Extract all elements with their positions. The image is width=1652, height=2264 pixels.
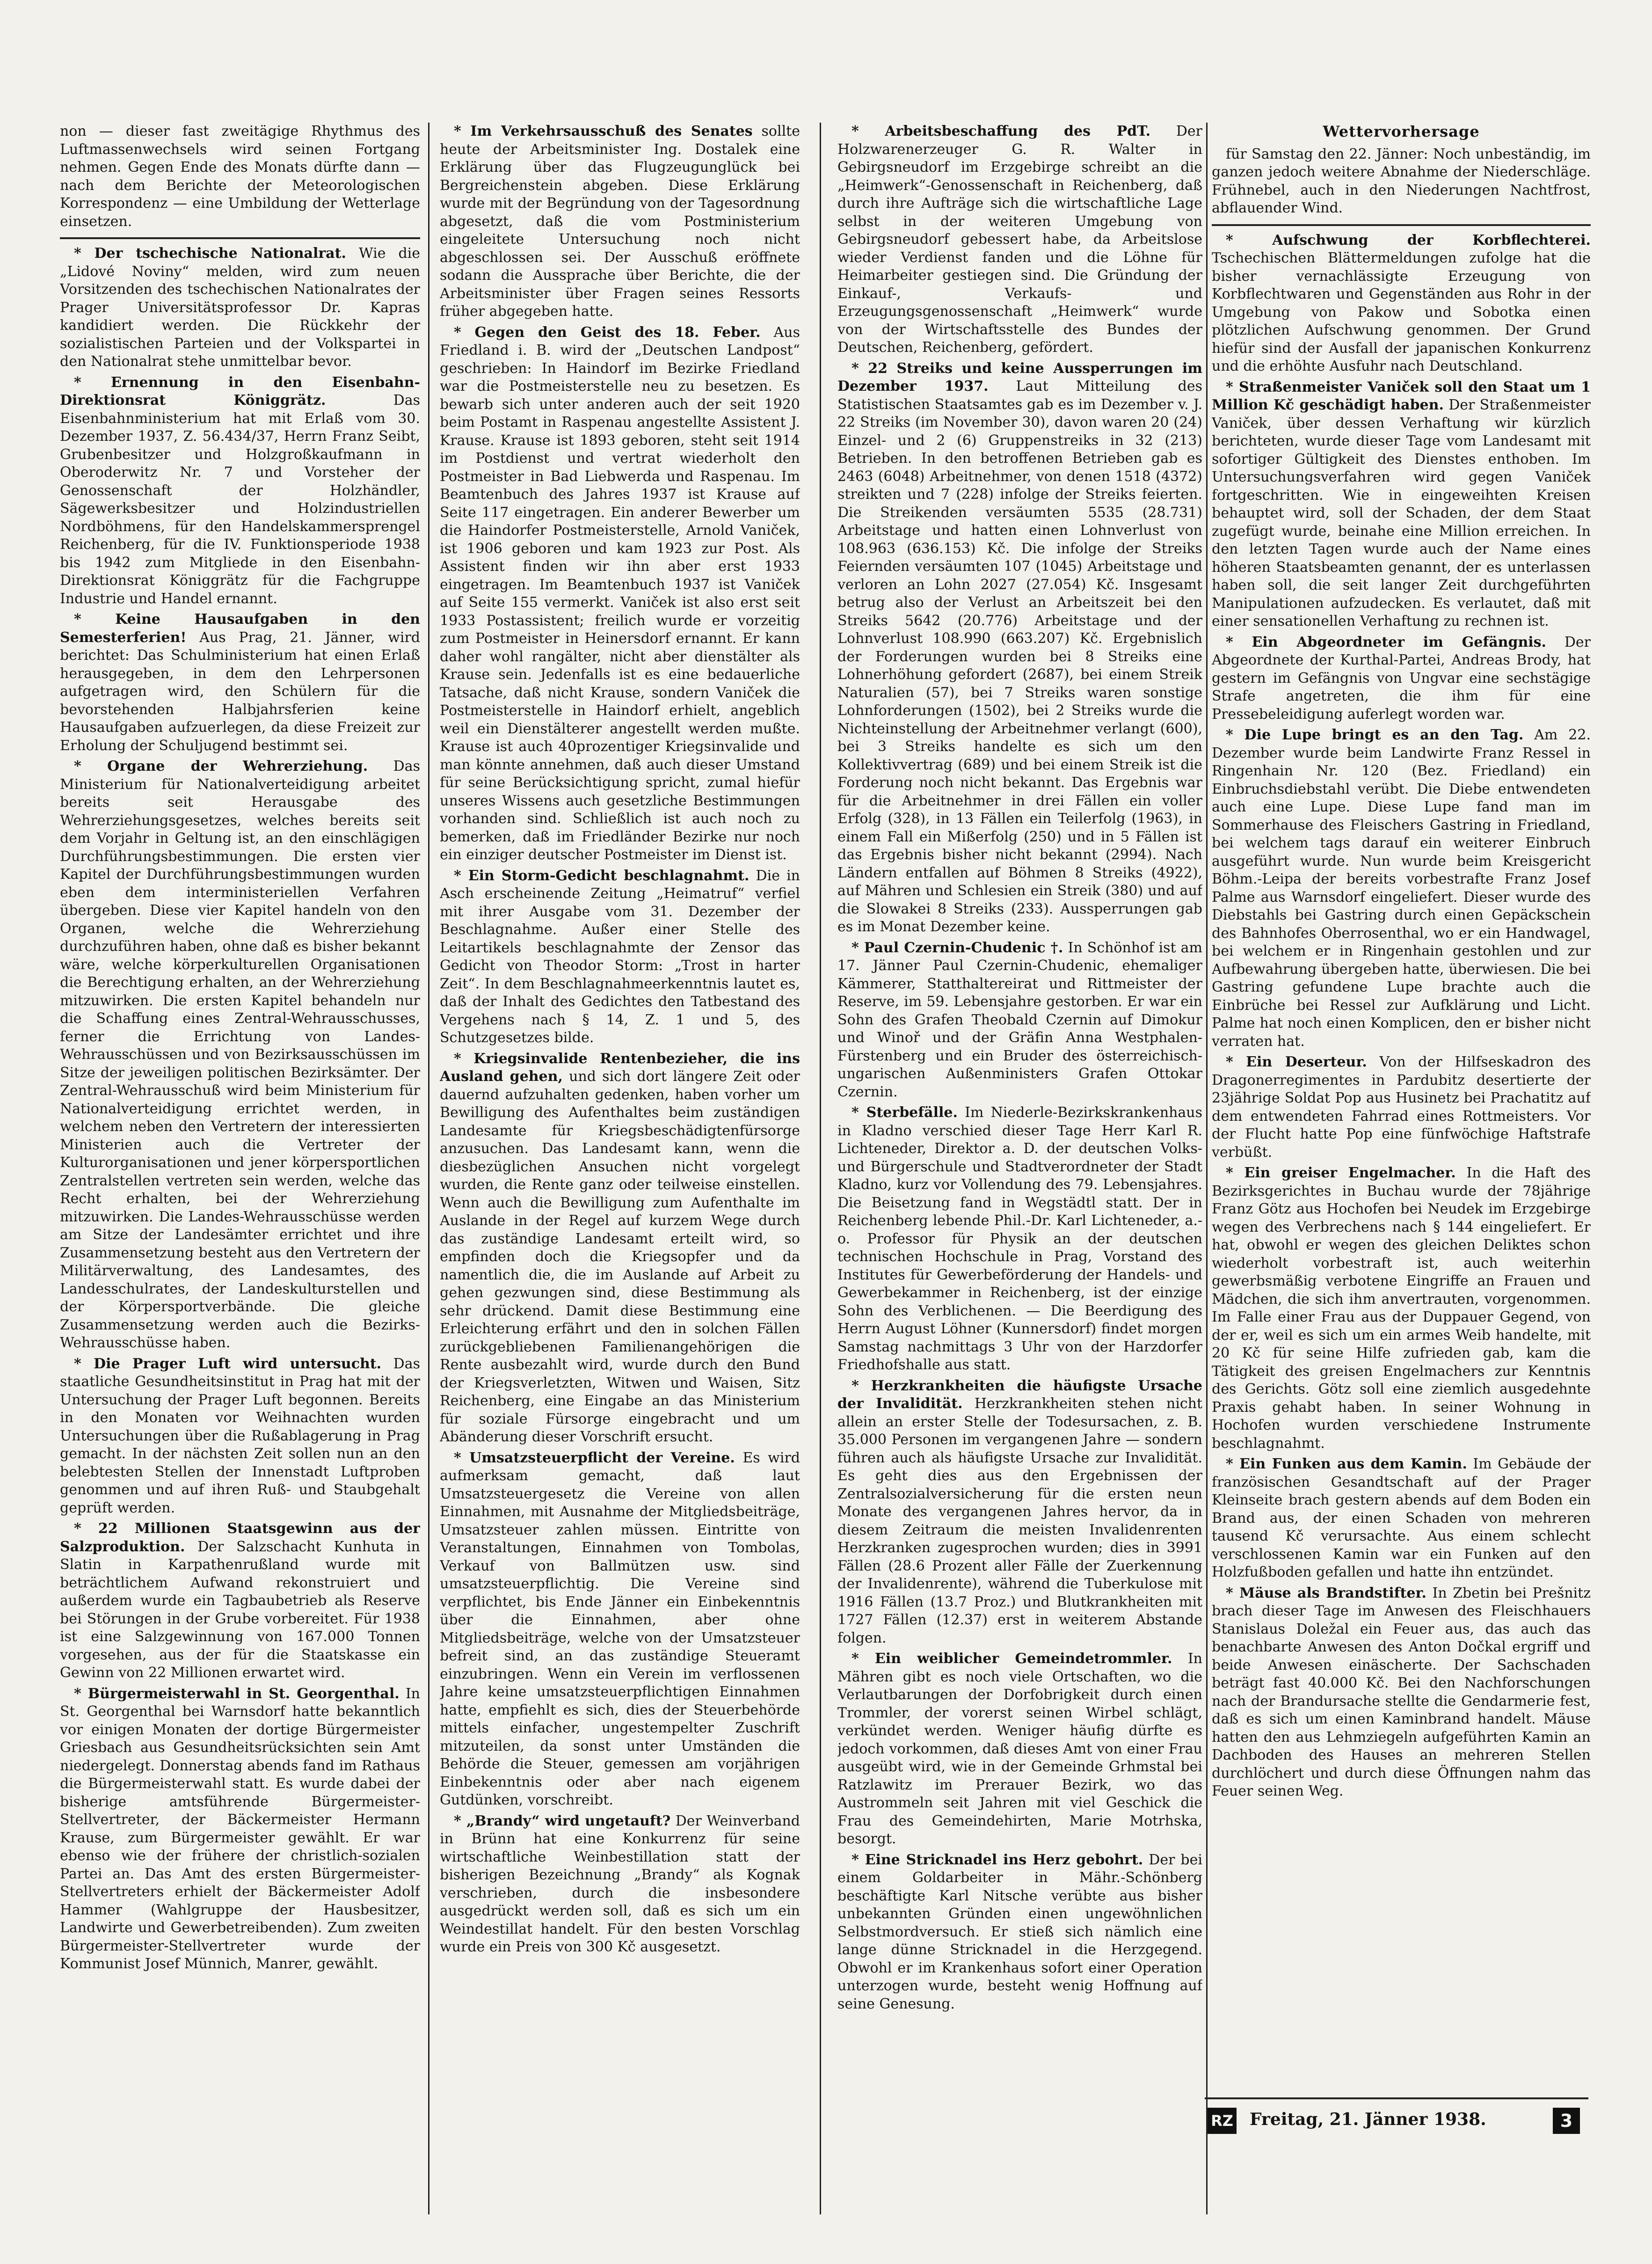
news-headline: * Sterbefälle. bbox=[851, 1104, 958, 1121]
news-headline: * Paul Czernin-Chudenic †. bbox=[851, 939, 1063, 956]
news-headline: * Eine Stricknadel ins Herz gebohrt. bbox=[851, 1851, 1143, 1868]
news-body: Tschechischen Blättermeldungen zufolge hat die bisher vernachlässigte Erzeugung von Korbflechtwaren und Gegenständen aus Rohr in der Umgebung von Pakow und Sobotka einen plötzlichen Aufschwung genommen. Der Grund hiefür sind der Ausfall der japanischen Konkurrenz und die erhöhte Ausfuhr nach Deutschland. bbox=[1212, 250, 1591, 374]
news-body: In Mähren gibt es noch viele Ortschaften, wo die Verlautbarungen der Dorfobrigkeit durch einen Trommler, der vorerst seinen Wirbel schlägt, verkündet werden. Weniger häufig dürfte es jedoch vorkommen, daß dieses Amt von einer Frau ausgeübt wird, wie in der Gemeinde Grhmstal bei Ratzlawitz im Prerauer Bezirk, wo das Austrommeln seit Jahren mit viel Geschick die Frau des Gemeindehirten, Marie Motrhska, besorgt. bbox=[837, 1651, 1202, 1847]
weather-forecast: für Samstag den 22. Jänner: Noch unbeständig, im ganzen jedoch weitere Abnahme der Niederschläge. Frühnebel, auch in den Niederungen Nachtfrost, abflauender Wind. bbox=[1212, 146, 1591, 216]
news-item bbox=[837, 123, 1202, 357]
news-item bbox=[837, 939, 1202, 1102]
news-headline: * Mäuse als Brandstifter. bbox=[1226, 1585, 1426, 1601]
article-list bbox=[837, 123, 1202, 2013]
news-item bbox=[1212, 1164, 1591, 1453]
article-list bbox=[1212, 232, 1591, 1801]
news-headline: * Aufschwung der Korbflechterei. bbox=[1226, 232, 1591, 248]
news-body: Der Weinverband in Brünn hat eine Konkurrenz für seine wirtschaftliche Weinbestillation statt der bisherigen Bezeichnung „Brandy“ als Kognak verschrieben, durch die insbesondere ausgedrückt werden soll, daß es sich um ein Weindestillat handelt. Für den besten Vorschlag wurde ein Preis von 300 Kč ausgesetzt. bbox=[440, 1812, 800, 1955]
news-body: In Schönhof ist am 17. Jänner Paul Czernin-Chudenic, ehemaliger Kämmerer, Statthaltereirat und Rittmeister der Reserve, im 59. Lebensjahre gestorben. Er war ein Sohn des Grafen Theobald Czernin auf Dimokur und Winoř und der Gräfin Anna Westphalen-Fürstenberg und ein Bruder des österreichisch-ungarischen Außenministers Grafen Ottokar Czernin. bbox=[837, 939, 1202, 1100]
article-list bbox=[60, 245, 420, 1973]
news-body: Das Eisenbahnministerium hat mit Erlaß vom 30. Dezember 1937, Z. 56.434/37, Herrn Franz Seibt, Grubenbesitzer und Holzgroßkaufmann in Oberoderwitz Nr. 7 und Vorsteher der Genossenschaft der Holzhändler, Sägewerksbesitzer und Holzindustriellen Nordböhmens, für den Handelskammersprengel Reichenberg, für die IV. Funktionsperiode 1938 bis 1942 zum Mitgliede in den Eisenbahn-Direktionsrat Königgrätz für die Fachgruppe Industrie und Handel ernannt. bbox=[60, 392, 420, 607]
news-body: sollte heute der Arbeitsminister Ing. Dostalek eine Erklärung über das Flugzeugunglück bei Bergreichenstein abgeben. Diese Erklärung wurde mit der Begründung von der Tagesordnung abgesetzt, daß die vom Postministerium eingeleitete Untersuchung noch nicht abgeschlossen sei. Der Ausschuß eröffnete sodann die Aussprache über Berichte, die der Arbeitsminister über Fragen seines Ressorts früher abgegeben hatte. bbox=[440, 123, 800, 320]
news-item bbox=[60, 1685, 420, 1973]
news-headline: * 22 Millionen Staatsgewinn aus der Salzproduktion. bbox=[60, 1520, 420, 1555]
news-body: In Zbetin bei Prešnitz brach dieser Tage im Anwesen des Fleischhauers Stanislaus Doležal ein Feuer aus, das auch das benachbarte Anwesen des Anton Dočkal ergriff und beide Anwesen einäscherte. Der Sachschaden beträgt fast 40.000 Kč. Bei den Nachforschungen nach der Brandursache stellte die Gendarmerie fest, daß es sich um einen Kaminbrand handelt. Mäuse hatten den aus Lehmziegeln aufgeführten Kamin an Dachboden des Hauses an mehreren Stellen durchlöchert und durch diese Öffnungen nahm das Feuer seinen Weg. bbox=[1212, 1585, 1591, 1799]
news-headline: * Bürgermeisterwahl in St. Georgenthal. bbox=[74, 1685, 400, 1702]
news-item bbox=[440, 867, 800, 1047]
news-body: Im Gebäude der französischen Gesandtschaft auf der Prager Kleinseite brach gestern abends auf dem Boden ein Brand aus, der einen Schaden von mehreren tausend Kč verursachte. Aus einem schlecht verschlossenen Kamin war ein Funken auf den Holzfußboden gefallen und hatte ihn entzündet. bbox=[1212, 1456, 1591, 1580]
news-item bbox=[440, 1449, 800, 1810]
news-headline: * Ein Storm-Gedicht beschlagnahmt. bbox=[454, 867, 750, 884]
news-body: Wie die „Lidové Noviny“ melden, wird zum neuen Vorsitzenden des tschechischen Nationalrates der Prager Universitätsprofessor Dr. Kapras kandidiert werden. Die Rückkehr der sozialistischen Parteien und der Volkspartei in den Nationalrat stehe unmittelbar bevor. bbox=[60, 245, 420, 370]
news-headline: * Ein Deserteur. bbox=[1226, 1054, 1367, 1070]
news-body: Am 22. Dezember wurde beim Landwirte Franz Ressel in Ringenhain Nr. 120 (Bez. Friedland) ein Einbruchsdiebstahl verübt. Die Diebe entwendeten auch eine Lupe. Diese Lupe fand man im Sommerhause des Fleischers Gastring in Friedland, bei welchem tags darauf ein weiterer Einbruch ausgeführt wurde. Nun wurde beim Kreisgericht Böhm.-Leipa der bereits vorbestrafte Franz Josef Palme aus Warnsdorf eingeliefert. Dieser wurde des Diebstahls bei Gastring durch einen Gepäckschein des Bahnhofes Oberrosenthal, wo er ein Handwagel, bei welchem er in Ringenhain gestohlen und zur Aufbewahrung übergeben hatte, überwiesen. Die bei Gastring gefundene Lupe brachte auch die Einbrüche bei Ressel zur Aufklärung und Licht. Palme hat noch einen Komplicen, den er bisher nicht verraten hat. bbox=[1212, 727, 1591, 1050]
newspaper-logo: RZ bbox=[1208, 2108, 1237, 2134]
news-body: Aus Friedland i. B. wird der „Deutschen Landpost“ geschrieben: In Haindorf im Bezirke Friedland war die Postmeisterstelle neu zu besetzen. Es bewarb sich unter anderen auch der seit 1920 beim Postamt in Raspenau angestellte Assistent J. Krause. Krause ist 1893 geboren, steht seit 1914 im Postdienst und vertrat wiederholt den Postmeister in Bad Liebwerda und Raspenau. Im Beamtenbuch des Jahres 1937 ist Krause auf Seite 117 eingetragen. Ein anderer Bewerber um die Haindorfer Postmeisterstelle, Arnold Vaniček, ist 1906 geboren und kam 1923 zur Post. Als Assistent finden wir ihn aber erst 1933 eingetragen. Im Beamtenbuch 1937 ist Vaniček auf Seite 155 vermerkt. Vaniček ist also erst seit 1933 Postassistent; freilich wurde er vorzeitig zum Postmeister in Heinersdorf ernannt. Er kann daher wohl rangälter, nicht aber dienstälter als Krause sein. Jedenfalls ist es eine bedauerliche Tatsache, daß nicht Krause, sondern Vaniček die Postmeisterstelle in Haindorf erhielt, angeblich weil ein Dienstälterer angestellt werden mußte. Krause ist auch 40prozentiger Kriegsinvalide und man könnte annehmen, daß auch dieser Umstand für seine Berücksichtigung spricht, zumal hiefür unseres Wissens auch gesetzliche Bestimmungen vorhanden sind. Schließlich ist auch noch zu bemerken, daß im Friedländer Bezirke nur noch ein einziger deutscher Postmeister im Dienst ist. bbox=[440, 324, 800, 863]
news-body: Der Straßenmeister Vaniček, über dessen Verhaftung wir kürzlich berichteten, wurde dieser Tage vom Landesamt mit sofortiger Gültigkeit des Dienstes enthoben. Im Untersuchungsverfahren wird gegen Vaniček fortgeschritten. Wie in eingeweihten Kreisen behauptet wird, soll der Schaden, der dem Staat zugefügt wurde, beinahe eine Million erreichen. In den letzten Tagen wurde auch der Name eines höheren Staatsbeamten genannt, der es unterlassen haben soll, die seit langer Zeit durchgeführten Manipulationen aufzudecken. Es verlautet, daß mit einer sensationellen Verhaftung zu rechnen ist. bbox=[1212, 397, 1591, 629]
news-item bbox=[1212, 1053, 1591, 1161]
news-body: Laut Mitteilung des Statistischen Staatsamtes gab es im Dezember v. J. 22 Streiks (im November 30), davon waren 20 (24) Einzel- und 2 (6) Gruppenstreiks in 32 (213) Betrieben. In den betroffenen Betrieben gab es 2463 (6048) Arbeitnehmer, von denen 1518 (4372) streikten und 7 (228) infolge der Streiks feierten. Die Streikenden versäumten 5535 (28.731) Arbeitstage und hatten einen Lohnverlust von 108.963 (636.153) Kč. Die infolge der Streiks Feiernden versäumten 107 (1045) Arbeitstage und verloren an Lohn 2027 (27.054) Kč. Insgesamt betrug also der Verlust an Arbeitszeit bei den Streiks 5642 (20.776) Arbeitstage und der Lohnverlust 108.990 (663.207) Kč. Ergebnislich der Forderungen wurden bei 8 Streiks eine Lohnerhöhung gefordert (2687), bei einem Streik Naturalien (57), bei 7 Streiks waren sonstige Lohnforderungen (1502), bei 2 Streiks wurde die Nichteinstellung der Arbeitnehmer verlangt (600), bei 3 Streiks handelte es sich um den Kollektivvertrag (689) und bei einem Streik ist die Forderung noch nicht bekannt. Das Ergebnis war für die Arbeitnehmer in drei Fällen ein voller Erfolg (328), in 13 Fällen ein Teilerfolg (1963), in einem Fall ein Mißerfolg (250) und in 5 Fällen ist das Ergebnis bisher nicht bekannt (2994). Nach Ländern entfallen auf Böhmen 8 Streiks (4922), auf Mähren und Schlesien ein Streik (380) und auf die Slowakei 8 Streiks (233). Aussperrungen gab es im Monat Dezember keine. bbox=[837, 378, 1202, 935]
separator-rule bbox=[60, 237, 420, 239]
news-item bbox=[60, 758, 420, 1352]
news-body: In St. Georgenthal bei Warnsdorf hatte bekanntlich vor einigen Monaten der dortige Bürgermeister Griesbach aus Gesundheitsrücksichten sein Amt niedergelegt. Donnerstag abends fand im Rathaus die Bürgermeisterwahl statt. Es wurde dabei der bisherige amtsführende Bürgermeister-Stellvertreter, der Bäckermeister Hermann Krause, zum Bürgermeister gewählt. Er war ebenso wie der frühere der christlich-sozialen Partei an. Das Amt des ersten Bürgermeister-Stellvertreters erhielt der Bäckermeister Adolf Hammer (Wahlgruppe der Hausbesitzer, Landwirte und Gewerbetreibenden). Zum zweiten Bürgermeister-Stellvertreter wurde der Kommunist Josef Münnich, Manrer, gewählt. bbox=[60, 1685, 420, 1972]
news-body: In die Haft des Bezirksgerichtes in Buchau wurde der 78jährige Franz Götz aus Hochofen bei Neudek im Erzgebirge wegen des Verbrechens nach § 144 eingeliefert. Er hat, obwohl er wegen des gleichen Deliktes schon wiederholt vorbestraft ist, auch weiterhin gewerbsmäßig verbotene Eingriffe an Frauen und Mädchen, die sich ihm anvertrauten, vorgenommen. Im Falle einer Frau aus der Duppauer Gegend, von der er, weil es sich um ein armes Weib handelte, mit 20 Kč für seine Hilfe zufrieden gab, kam die Tätigkeit des greisen Engelmachers zur Kenntnis des Gerichts. Götz soll eine ziemlich ausgedehnte Praxis gehabt haben. In seiner Wohnung in Hochofen wurden verschiedene Instrumente beschlagnahmt. bbox=[1212, 1165, 1591, 1452]
news-item bbox=[837, 1377, 1202, 1648]
news-item bbox=[440, 123, 800, 321]
news-headline: * Ein Abgeordneter im Gefängnis. bbox=[1226, 634, 1546, 650]
news-body: Das staatliche Gesundheitsinstitut in Prag hat mit der Untersuchung der Prager Luft begonnen. Bereits in den Monaten vor Weihnachten wurden Untersuchungen über die Rußablagerung in Prag gemacht. In der nächsten Zeit sollen nun an den belebtesten Stellen der Innenstadt Luftproben genommen und auf ihren Ruß- und Staubgehalt geprüft werden. bbox=[60, 1355, 420, 1516]
news-body: Im Niederle-Bezirkskrankenhaus in Kladno verschied dieser Tage Herr Karl R. Lichteneder, Direktor a. D. der deutschen Volks- und Bürgerschule und Stadtverordneter der Stadt Kladno, kurz vor Vollendung des 79. Lebensjahres. Die Beisetzung fand in Wegstädtl statt. Der in Reichenberg lebende Phil.-Dr. Karl Lichteneder, a.-o. Professor für Physik an der deutschen technischen Hochschule in Prag, Vorstand des Institutes für Gewerbeförderung der Handels- und Gewerbekammer in Reichenberg, ist der einzige Sohn des Verblichenen. — Die Beerdigung des Herrn August Löhner (Kunnersdorf) findet morgen Samstag nachmittags 3 Uhr von der Harzdorfer Friedhofshalle aus statt. bbox=[837, 1104, 1202, 1373]
news-headline: * „Brandy“ wird ungetauft? bbox=[454, 1812, 671, 1829]
news-headline: * Umsatzsteuerpflicht der Vereine. bbox=[454, 1449, 735, 1466]
news-headline: * Die Prager Luft wird untersucht. bbox=[74, 1355, 382, 1372]
article-list bbox=[440, 123, 800, 1957]
article-continuation: non — dieser fast zweitägige Rhythmus des Luftmassenwechsels wird seinen Fortgang nehmen. Gegen Ende des Monats dürfte dann — nach dem Berichte der Meteorologischen Korrespondenz — eine Umbildung der Wetterlage einsetzen. bbox=[60, 123, 420, 230]
news-headline: * Herzkrankheiten die häufigste Ursache der Invalidität. bbox=[837, 1377, 1202, 1412]
separator-rule bbox=[1212, 224, 1591, 226]
news-item bbox=[60, 611, 420, 755]
news-body: Herzkrankheiten stehen nicht allein an erster Stelle der Todesursachen, z. B. 35.000 Personen im vergangenen Jahre — sondern führen auch als häufigste Ursache zur Invalidität. Es geht dies aus den Ergebnissen der Zentralsozialversicherung für die ersten neun Monate des vergangenen Jahres hervor, da in diesem Zeitraum die meisten Invalidenrenten Herzkranken zugesprochen wurden; dies in 3991 Fällen (28.6 Prozent aller Fälle der Zuerkennung der Invalidenrente), während die Tuberkulose mit 1916 Fällen (13.7 Proz.) und Blutkrankheiten mit 1727 Fällen (12.37) erst in weiterem Abstande folgen. bbox=[837, 1395, 1202, 1646]
news-item bbox=[440, 1812, 800, 1957]
issue-date: Freitag, 21. Jänner 1938. bbox=[1250, 2110, 1486, 2129]
news-item bbox=[60, 1355, 420, 1518]
news-headline: * Straßenmeister Vaniček soll den Staat um 1 Million Kč geschädigt haben. bbox=[1212, 379, 1591, 413]
news-headline: * Gegen den Geist des 18. Feber. bbox=[454, 324, 761, 341]
news-headline: * Ein weiblicher Gemeindetrommler. bbox=[851, 1651, 1172, 1667]
news-headline: * Ernennung in den Eisenbahn-Direktionsrat Königgrätz. bbox=[60, 374, 420, 409]
news-item bbox=[440, 324, 800, 864]
news-item bbox=[60, 374, 420, 608]
news-headline: * Organe der Wehrerziehung. bbox=[74, 758, 368, 774]
news-body: Das Ministerium für Nationalverteidigung arbeitet bereits seit Herausgabe des Wehrerziehungsgesetzes, welches bereits seit dem Vorjahr in Geltung ist, an den einschlägigen Durchführungsbestimmungen. Die ersten vier Kapitel der Durchführungsbestimmungen wurden eben dem interministeriellen Verfahren übergeben. Diese vier Kapitel handeln von den Organen, welche die Wehrerziehung durchzuführen haben, ohne daß es bisher bekannt wäre, welche körperkulturellen Organisationen die Berechtigung erhalten, an der Wehrerziehung mitzuwirken. Die ersten Kapitel behandeln nur die Schaffung eines Zentral-Wehrausschusses, ferner die Errichtung von Landes-Wehrausschüssen und von Bezirksausschüssen im Sitze der jeweiligen politischen Bezirksämter. Der Zentral-Wehrausschuß wird beim Ministerium für Nationalverteidigung errichtet werden, in welchem neben den Vertretern der interessierten Ministerien auch die Vertreter der Kulturorganisationen und jener körpersportlichen Zentralstellen vertreten sein werden, welche das Recht erhalten, bei der Wehrerziehung mitzuwirken. Die Landes-Wehrausschüsse werden am Sitze der Landesämter errichtet und ihre Zusammensetzung besteht aus den Vertretern der Militärverwaltung, des Landesamtes, des Landesschulrates, der Landeskulturstellen und der Körpersportverbände. Die gleiche Zusammensetzung werden auch die Bezirks-Wehrausschüsse haben. bbox=[60, 758, 420, 1351]
column-1 bbox=[60, 123, 420, 2238]
news-body: Aus Prag, 21. Jänner, wird berichtet: Das Schulministerium hat einen Erlaß herausgegeben, in dem den Lehrpersonen aufgetragen wird, den Schülern für die bevorstehenden Halbjahrsferien keine Hausaufgaben aufzuerlegen, da diese Freizeit zur Erholung der Schuljugend bestimmt sei. bbox=[60, 629, 420, 754]
news-body: Der Salzschacht Kunhuta in Slatin in Karpathenrußland wurde mit beträchtlichem Aufwand rekonstruiert und außerdem wurde ein Tagbaubetrieb als Reserve bei Störungen in der Grube vorbereitet. Für 1938 ist eine Salzgewinnung von 167.000 Tonnen vorgesehen, aus der für die Staatskasse ein Gewinn von 22 Millionen erwartet wird. bbox=[60, 1538, 420, 1681]
news-item bbox=[440, 1050, 800, 1446]
news-headline: * Die Lupe bringt es an den Tag. bbox=[1226, 727, 1524, 743]
news-body: Der Holzwarenerzeuger G. R. Walter in Gebirgsneudorf im Erzgebirge schreibt an die „Heimwerk“-Genossenschaft in Reichenberg, daß durch ihre Aufträge sich die wirtschaftliche Lage selbst in der weiteren Umgebung von Gebirgsneudorf gebessert habe, da Arbeitslose wieder Verdienst fanden und die Löhne für Heimarbeiter gestiegen sind. Die Gründung der Einkauf-, Verkaufs- und Erzeugungsgenossenschaft „Heimwerk“ wurde von der Wirtschaftsstelle des Bundes der Deutschen, Reichenberg, gefördert. bbox=[837, 123, 1202, 356]
news-headline: * Ein greiser Engelmacher. bbox=[1226, 1165, 1456, 1181]
news-item bbox=[1212, 232, 1591, 376]
news-headline: * Kriegsinvalide Rentenbezieher, die ins Ausland gehen, bbox=[440, 1050, 800, 1085]
column-2 bbox=[440, 123, 800, 2238]
news-headline: * Ein Funken aus dem Kamin. bbox=[1226, 1456, 1467, 1472]
news-item bbox=[1212, 726, 1591, 1051]
news-item bbox=[60, 1520, 420, 1682]
news-item bbox=[837, 1104, 1202, 1374]
news-headline: * Keine Hausaufgaben in den Semesterferien! bbox=[60, 611, 420, 646]
news-item bbox=[837, 360, 1202, 936]
column-divider bbox=[820, 123, 821, 2214]
news-body: und sich dort längere Zeit oder dauernd aufzuhalten gedenken, haben vorher um Bewilligung des Aufenthaltes beim zuständigen Landesamte für Kriegsbeschädigtenfürsorge anzusuchen. Das Landesamt kann, wenn die diesbezüglichen Ansuchen nicht vorgelegt wurden, die Rente ganz oder teilweise einstellen. Wenn auch die Bewilligung zum Aufenthalte im Auslande in der Regel auf kurzem Wege durch das zuständige Landesamt erteilt wird, so empfinden doch die Kriegsopfer und da namentlich die, die im Auslande auf Arbeit zu gehen gezwungen sind, diese Bestimmung als sehr drückend. Damit diese Bestimmung eine Erleichterung erfährt und den in solchen Fällen zurückgebliebenen Familienangehörigen die Rente ausbezahlt wird, wurde durch den Bund der Kriegsverletzten, Witwen und Waisen, Sitz Reichenberg, eine Eingabe an das Ministerium für soziale Fürsorge eingebracht und um Abänderung dieser Vorschrift ersucht. bbox=[440, 1068, 800, 1445]
news-headline: * Der tschechische Nationalrat. bbox=[74, 245, 346, 262]
news-body: Die in Asch erscheinende Zeitung „Heimatruf“ verfiel mit ihrer Ausgabe vom 31. Dezember der Beschlagnahme. Außer einer Stelle des Leitartikels beschlagnahmte der Zensor das Gedicht von Theodor Storm: „Trost in harter Zeit“. In dem Beschlagnahmeerkenntnis lautet es, daß der Inhalt des Gedichtes den Tatbestand des Vergehens nach § 14, Z. 1 und 5, des Schutzgesetzes bilde. bbox=[440, 867, 800, 1046]
column-3 bbox=[837, 123, 1202, 2238]
column-4 bbox=[1212, 123, 1591, 2238]
news-headline: * Arbeitsbeschaffung des PdT. bbox=[851, 123, 1151, 139]
news-item bbox=[1212, 379, 1591, 631]
news-item bbox=[837, 1851, 1202, 2014]
news-headline: * 22 Streiks und keine Aussperrungen im Dezember 1937. bbox=[837, 360, 1202, 394]
news-item bbox=[837, 1650, 1202, 1848]
news-item bbox=[60, 245, 420, 371]
news-body: Der bei einem Goldarbeiter in Mähr.-Schönberg beschäftigte Karl Nitsche verübte aus bisher unbekannten Gründen einen ungewöhnlichen Selbstmordversuch. Er stieß sich nämlich eine lange dünne Stricknadel in die Herzgegend. Obwohl er im Krankenhaus sofort einer Operation unterzogen wurde, besteht wenig Hoffnung auf seine Genesung. bbox=[837, 1851, 1202, 2012]
page-footer bbox=[1205, 2097, 1588, 2136]
news-item bbox=[1212, 634, 1591, 724]
weather-heading: Wettervorhersage bbox=[1323, 123, 1480, 140]
news-item bbox=[1212, 1455, 1591, 1582]
news-headline: * Im Verkehrsausschuß des Senates bbox=[454, 123, 753, 139]
news-item bbox=[1212, 1585, 1591, 1801]
news-body: Es wird aufmerksam gemacht, daß laut Umsatzsteuergesetz die Vereine von allen Einnahmen, mit Ausnahme der Mitgliedsbeiträge, Umsatzsteuer zahlen müssen. Eintritte von Veranstaltungen, Einnahmen von Tombolas, Verkauf von Ballmützen usw. sind umsatzsteuerpflichtig. Die Vereine sind verpflichtet, bis Ende Jänner ein Einbekenntnis über die Einnahmen, aber ohne Mitgliedsbeiträge, welche von der Umsatzsteuer befreit sind, an das zuständige Steueramt einzubringen. Wenn ein Verein im verflossenen Jahre keine umsatzsteuerpflichtigen Einnahmen hatte, empfiehlt es sich, dies der Steuerbehörde mittels einfacher, ungestempelter Zuschrift mitzuteilen, da sonst unter Umständen die Behörde die Steuer, gemessen am vorjährigen Einbekenntnis oder aber nach eigenem Gutdünken, vorschreibt. bbox=[440, 1449, 800, 1808]
page-number: 3 bbox=[1553, 2108, 1580, 2134]
news-body: Von der Hilfseskadron des Dragonerregimentes in Pardubitz desertierte der 23jährige Soldat Pop aus Husinetz bei Prachatitz auf dem entwendeten Fahrrad eines Rottmeisters. Vor der Flucht hatte Pop eine fünfwöchige Haftstrafe verbüßt. bbox=[1212, 1054, 1591, 1161]
column-divider bbox=[428, 123, 429, 2214]
news-body: Der Abgeordnete der Kurthal-Partei, Andreas Brody, hat gestern im Gefängnis von Ungvar eine sechstägige Strafe angetreten, die ihm für eine Pressebeleidigung auferlegt worden war. bbox=[1212, 634, 1591, 723]
column-divider bbox=[1206, 123, 1208, 2214]
